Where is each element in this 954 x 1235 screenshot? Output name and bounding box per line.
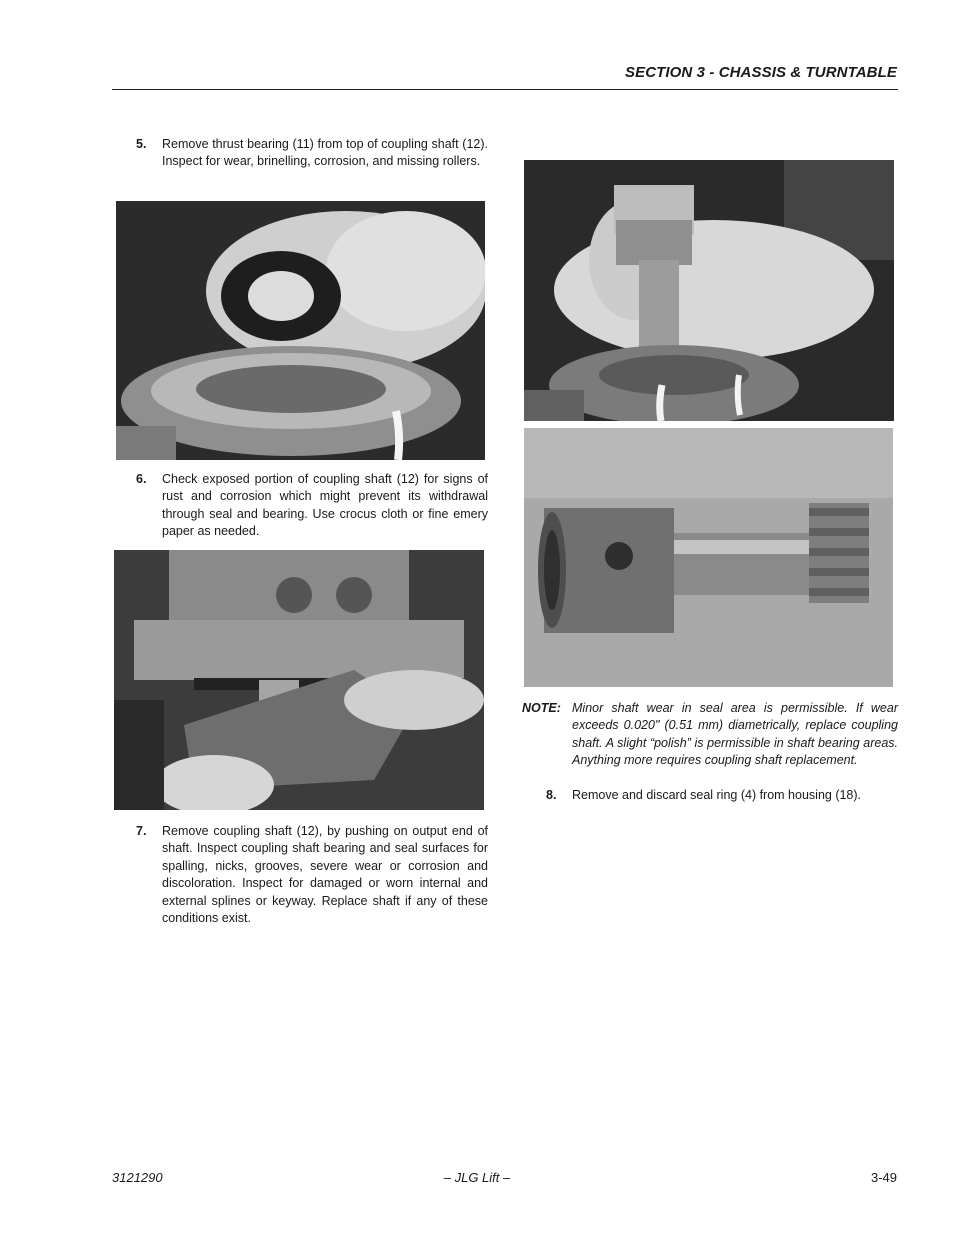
- step-text: Remove and discard seal ring (4) from housing (18).: [572, 788, 862, 802]
- step-7: [136, 823, 488, 929]
- step-text: Remove thrust bearing (11) from top of coupling shaft (12). Inspect for wear, brinelling, corrosion, and missing rollers.: [162, 137, 488, 169]
- page-number: 3-49: [870, 1170, 897, 1185]
- note: [522, 700, 898, 772]
- footer-brand: – JLG Lift –: [443, 1170, 511, 1185]
- photo-removing-shaft: [524, 160, 894, 421]
- note-text: Minor shaft wear in seal area is permissible. If wear exceeds 0.020" (0.51 mm) diametrically, replace coupling shaft. A slight “polish” is permissible in shaft bearing areas. Anything more requires coupling shaft replacement.: [572, 701, 898, 768]
- step-8: [546, 787, 898, 807]
- step-5: [136, 136, 488, 190]
- section-title: SECTION 3 - CHASSIS & TURNTABLE: [624, 64, 897, 81]
- photo-crocus-cloth: [114, 550, 484, 810]
- header-rule: [112, 89, 898, 90]
- note-label: NOTE:: [522, 701, 561, 715]
- step-number: 5.: [136, 137, 147, 151]
- photo-coupling-shaft: [524, 428, 893, 687]
- step-text: Check exposed portion of coupling shaft (12) for signs of rust and corrosion which might prevent its withdrawal through seal and bearing. Use crocus cloth or fine emery paper as needed.: [162, 472, 488, 539]
- photo-thrust-bearing: [116, 201, 485, 460]
- doc-number: 3121290: [112, 1170, 163, 1185]
- step-number: 7.: [136, 824, 147, 838]
- step-number: 6.: [136, 472, 147, 486]
- step-6: [136, 471, 488, 543]
- step-text: Remove coupling shaft (12), by pushing on output end of shaft. Inspect coupling shaft bearing and seal surfaces for spalling, nicks, grooves, severe wear or corrosion and discoloration. Inspect for damaged or worn internal and external splines or keyway. Replace shaft if any of these conditions exist.: [162, 824, 488, 926]
- step-number: 8.: [546, 788, 557, 802]
